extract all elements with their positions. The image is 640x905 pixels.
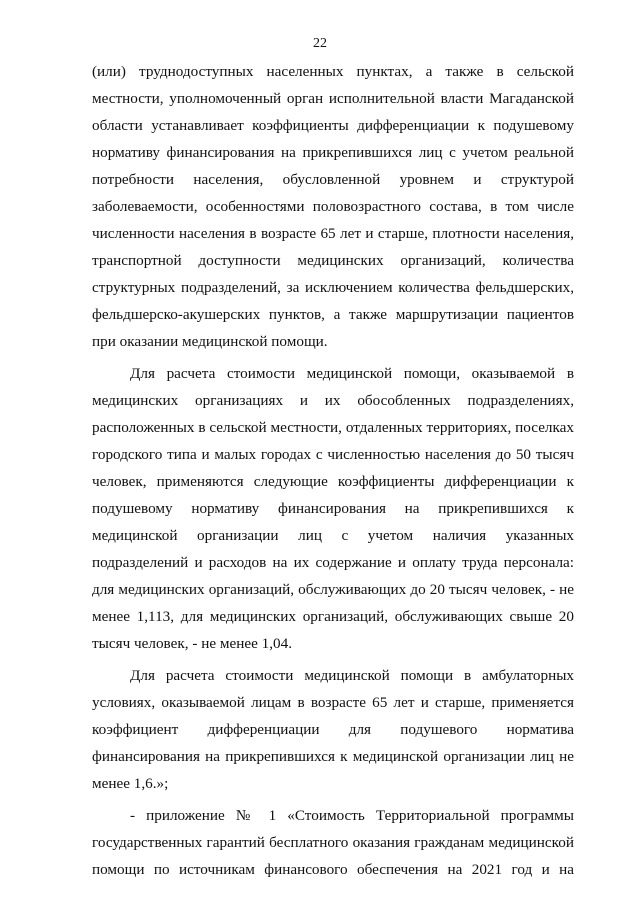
text-line: менее 1,6.»; [92,775,169,792]
text-line: финансирования на прикрепившихся к медицинской организации лиц не [92,748,574,765]
text-line: потребности населения, обусловленной уровнем и структурой [92,171,574,188]
text-line: для медицинских организаций, обслуживающих до 20 тысяч человек, - не [92,581,574,598]
text-line: структурных подразделений, за исключением количества фельдшерских, [92,279,574,296]
text-line: государственных гарантий бесплатного оказания гражданам медицинской [92,834,574,851]
text-line: транспортной доступности медицинских организаций, количества [92,252,574,269]
text-line: заболеваемости, особенностями половозрастного состава, в том числе [92,198,574,215]
text-line: медицинской организации лиц с учетом наличия указанных [92,527,574,544]
text-line: местности, уполномоченный орган исполнительной власти Магаданской [92,90,574,107]
text-line: (или) труднодоступных населенных пунктах, а также в сельской [92,63,574,80]
paragraph-1 [92,58,574,355]
text-line: Для расчета стоимости медицинской помощи в амбулаторных [130,667,574,684]
text-line: фельдшерско-акушерских пунктов, а также маршрутизации пациентов [92,306,574,323]
text-line: Для расчета стоимости медицинской помощи, оказываемой в [130,365,574,382]
text-line: городского типа и малых городах с численностью населения до 50 тысяч [92,446,574,463]
text-line: нормативу финансирования на прикрепившихся лиц с учетом реальной [92,144,574,161]
page-number: 22 [313,36,327,51]
text-line: помощи по источникам финансового обеспечения на 2021 год и на [92,861,574,878]
text-line: при оказании медицинской помощи. [92,333,328,350]
text-line: подразделений и расходов на их содержание и оплату труда персонала: [92,554,574,571]
paragraph-4 [92,802,574,883]
paragraph-3 [92,662,574,797]
text-line: коэффициент дифференциации для подушевого норматива [92,721,574,738]
text-line: подушевому нормативу финансирования на прикрепившихся к [92,500,574,517]
document-body [92,58,574,883]
paragraph-2 [92,360,574,657]
text-line: человек, применяются следующие коэффициенты дифференциации к [92,473,574,490]
text-line: медицинских организациях и их обособленных подразделениях, [92,392,574,409]
text-line: - приложение № 1 «Стоимость Территориальной программы [130,807,574,824]
text-line: области устанавливает коэффициенты дифференциации к подушевому [92,117,574,134]
text-line: менее 1,113, для медицинских организаций, обслуживающих свыше 20 [92,608,574,625]
text-line: тысяч человек, - не менее 1,04. [92,635,293,652]
text-line: численности населения в возрасте 65 лет и старше, плотности населения, [92,225,574,242]
text-line: расположенных в сельской местности, отдаленных территориях, поселках [92,419,574,436]
text-line: условиях, оказываемой лицам в возрасте 65 лет и старше, применяется [92,694,574,711]
